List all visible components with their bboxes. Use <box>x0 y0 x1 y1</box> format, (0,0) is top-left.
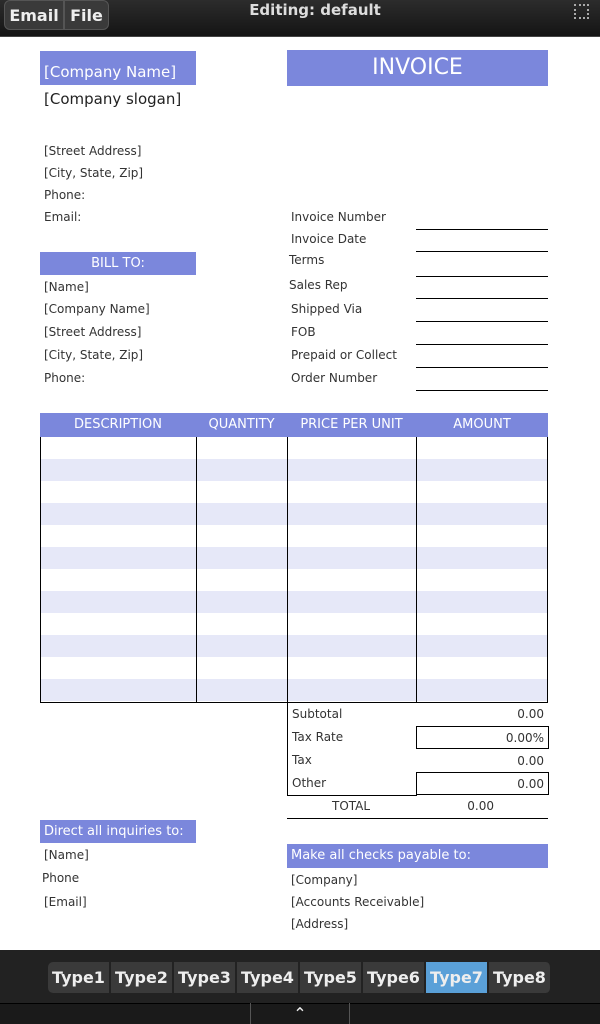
field-input-line[interactable] <box>416 344 548 345</box>
checks-address[interactable]: [Address] <box>291 917 349 931</box>
checks-ar[interactable]: [Accounts Receivable] <box>291 895 425 909</box>
field-input-line[interactable] <box>416 298 548 299</box>
field-input-line[interactable] <box>416 251 548 252</box>
table-row[interactable] <box>41 503 548 525</box>
table-row[interactable] <box>41 481 548 503</box>
total-value: 0.00 <box>467 799 494 813</box>
other-input[interactable]: 0.00 <box>416 772 549 795</box>
type-tab-3[interactable]: Type3 <box>174 962 236 993</box>
header-description: DESCRIPTION <box>40 413 196 437</box>
company-slogan[interactable]: [Company slogan] <box>44 90 182 108</box>
editing-title: Editing: default <box>249 1 381 19</box>
bill-to-city[interactable]: [City, State, Zip] <box>44 348 144 362</box>
top-bar <box>0 0 600 37</box>
type-tab-7[interactable]: Type7 <box>426 962 488 993</box>
bill-to-header: BILL TO: <box>40 252 196 275</box>
type-tab-6[interactable]: Type6 <box>363 962 425 993</box>
table-row[interactable] <box>41 679 548 701</box>
inquiries-header: Direct all inquiries to: <box>40 820 196 843</box>
email-button[interactable]: Email <box>4 0 64 30</box>
table-row[interactable] <box>41 613 548 635</box>
type-tab-5[interactable]: Type5 <box>300 962 362 993</box>
header-quantity: QUANTITY <box>196 413 287 437</box>
table-row[interactable] <box>41 657 548 679</box>
field-label: Prepaid or Collect <box>291 348 397 362</box>
company-phone[interactable]: Phone: <box>44 188 86 202</box>
company-city[interactable]: [City, State, Zip] <box>44 166 144 180</box>
field-label: Sales Rep <box>289 278 348 292</box>
invoice-title: INVOICE <box>287 50 548 86</box>
header-amount: AMOUNT <box>416 413 548 437</box>
company-email[interactable]: Email: <box>44 210 82 224</box>
chevron-up-icon: ⌃ <box>293 1004 307 1023</box>
bill-to-phone[interactable]: Phone: <box>44 371 86 385</box>
table-row[interactable] <box>41 591 548 613</box>
type-tab-8[interactable]: Type8 <box>489 962 551 993</box>
type-tab-2[interactable]: Type2 <box>111 962 173 993</box>
field-input-line[interactable] <box>416 321 548 322</box>
bill-to-company[interactable]: [Company Name] <box>44 302 150 316</box>
fullscreen-icon[interactable] <box>574 4 589 19</box>
type-tab-4[interactable]: Type4 <box>237 962 299 993</box>
table-row[interactable] <box>41 525 548 547</box>
company-street[interactable]: [Street Address] <box>44 144 142 158</box>
table-row[interactable] <box>41 635 548 657</box>
field-label: Shipped Via <box>291 302 363 316</box>
checks-company[interactable]: [Company] <box>291 873 358 887</box>
expand-up-button[interactable] <box>250 1003 350 1024</box>
tax-rate-label: Tax Rate <box>292 730 344 744</box>
table-row[interactable] <box>41 569 548 591</box>
field-input-line[interactable] <box>416 229 548 230</box>
field-input-line[interactable] <box>416 367 548 368</box>
subtotal-label: Subtotal <box>292 707 343 721</box>
table-row[interactable] <box>41 437 548 459</box>
inquiries-email[interactable]: [Email] <box>44 895 87 909</box>
company-name[interactable]: [Company Name] <box>40 51 196 85</box>
bill-to-name[interactable]: [Name] <box>44 280 89 294</box>
inquiries-name[interactable]: [Name] <box>44 848 89 862</box>
table-row[interactable] <box>41 459 548 481</box>
subtotal-value: 0.00 <box>517 707 544 721</box>
field-label: Terms <box>289 253 325 267</box>
checks-header: Make all checks payable to: <box>287 844 548 868</box>
bill-to-street[interactable]: [Street Address] <box>44 325 142 339</box>
field-label: Invoice Number <box>291 210 386 224</box>
field-input-line[interactable] <box>416 276 548 277</box>
field-label: Order Number <box>291 371 378 385</box>
total-label: TOTAL <box>332 799 371 813</box>
table-row[interactable] <box>41 547 548 569</box>
tax-value: 0.00 <box>517 754 544 768</box>
field-label: FOB <box>291 325 316 339</box>
file-button[interactable]: File <box>64 0 109 30</box>
type-tab-1[interactable]: Type1 <box>48 962 110 993</box>
other-label: Other <box>292 776 327 790</box>
tax-label: Tax <box>292 753 312 767</box>
field-input-line[interactable] <box>416 390 548 391</box>
tax-rate-input[interactable]: 0.00% <box>416 726 549 749</box>
field-label: Invoice Date <box>291 232 367 246</box>
inquiries-phone[interactable]: Phone <box>42 871 80 885</box>
header-price: PRICE PER UNIT <box>287 413 416 437</box>
